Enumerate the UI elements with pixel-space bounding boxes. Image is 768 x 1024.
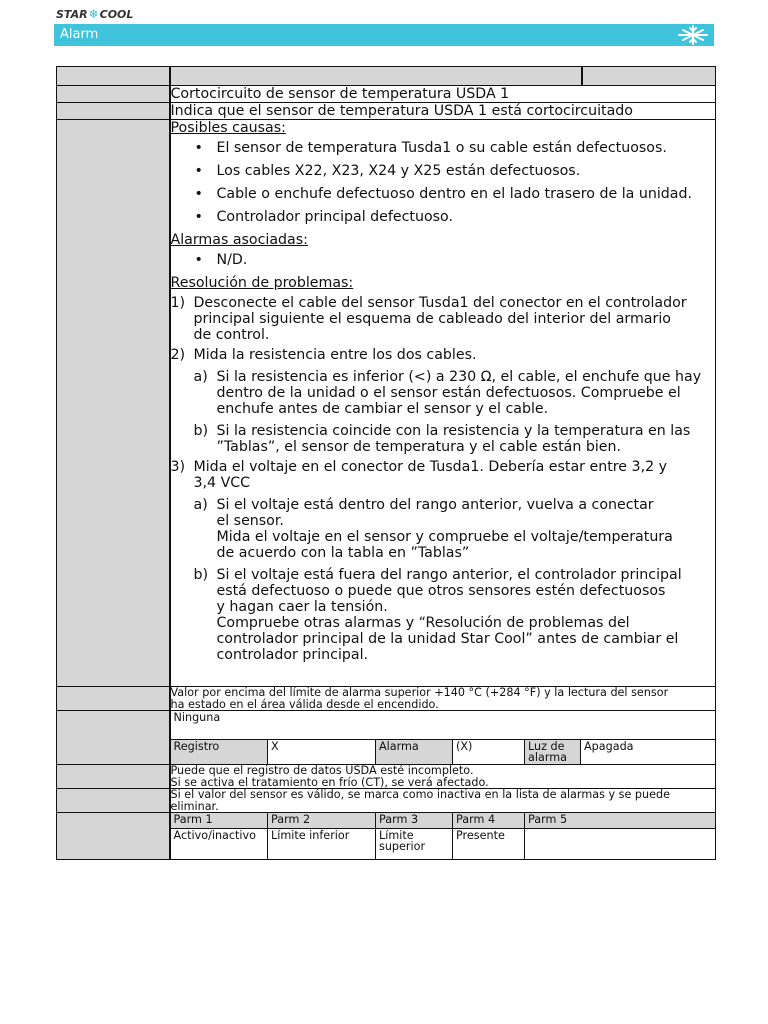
troubleshooting-heading: Resolución de problemas: <box>170 275 354 291</box>
parm-value: Límite superior <box>376 829 453 860</box>
alarma-value: (X) <box>453 740 525 765</box>
alarm-details <box>170 120 716 687</box>
substep-text-line: de acuerdo con la tabla en ”Tablas” <box>216 545 470 561</box>
substep-letter: a) <box>193 497 208 513</box>
logo-text-left: STAR <box>56 7 88 21</box>
deactivation-row <box>57 789 716 813</box>
parm-value: Límite inferior <box>268 829 376 860</box>
consequence-text: Puede que el registro de datos USDA esté incompleto. Si se activa el tratamiento en frío (CT), se verá afectado. <box>170 765 716 789</box>
substep-letter: b) <box>193 567 209 583</box>
step-text-line: 3,4 VCC <box>193 475 251 491</box>
substep-text-line: Mida el voltaje en el sensor y compruebe el voltaje/temperatura <box>216 529 673 545</box>
table-header-row <box>57 67 716 86</box>
parm-header: Parm 1 <box>171 813 268 829</box>
parm-value: Activo/inactivo <box>171 829 268 860</box>
parm-value: Presente <box>453 829 525 860</box>
alarm-description-row <box>57 103 716 120</box>
troubleshooting-step <box>171 459 716 663</box>
troubleshooting-substep <box>194 497 716 561</box>
related-heading: Alarmas asociadas: <box>170 232 308 248</box>
troubleshooting-substep <box>194 423 716 455</box>
alarm-name: Cortocircuito de sensor de temperatura USDA 1 <box>170 86 716 103</box>
troubleshooting-substep <box>194 369 716 417</box>
snowflake-icon <box>676 24 710 46</box>
alarma-label: Alarma <box>376 740 453 765</box>
activation-row <box>57 687 716 711</box>
luz-label: Luz de alarma <box>525 740 581 765</box>
substep-text-line: y hagan caer la tensión. <box>216 599 388 615</box>
alarm-table <box>56 66 716 860</box>
list-item: • Los cables X22, X23, X24 y X25 están defectuosos. <box>217 163 716 179</box>
list-item: • El sensor de temperatura Tusda1 o su cable están defectuosos. <box>217 140 716 156</box>
substep-text-line: está defectuoso o puede que otros sensores estén defectuosos <box>216 583 666 599</box>
label-cell <box>57 103 170 120</box>
label-cell <box>57 711 170 765</box>
step-text-line: principal siguiente el esquema de cableado del interior del armario <box>193 311 671 327</box>
registro-value: X <box>268 740 376 765</box>
snowflake-icon: ❄ <box>88 7 99 21</box>
step-number: 3) <box>170 459 186 475</box>
action-value: Ninguna <box>171 711 716 740</box>
step-text-line: Desconecte el cable del sensor Tusda1 del conector en el controlador <box>193 295 687 311</box>
substep-text-line: Si la resistencia es inferior (<) a 230 Ω, el cable, el enchufe que hay <box>216 369 702 385</box>
logo-text-right: COOL <box>99 7 134 21</box>
registro-label: Registro <box>171 740 268 765</box>
causes-list <box>171 140 716 225</box>
action-cell <box>170 711 716 765</box>
parm-header: Parm 2 <box>268 813 376 829</box>
label-cell <box>57 86 170 103</box>
header-banner <box>54 24 714 46</box>
substep-text-line: enchufe antes de cambiar el sensor y el cable. <box>216 401 549 417</box>
action-row <box>57 711 716 765</box>
substep-text-line: ”Tablas”, el sensor de temperatura y el cable están bien. <box>216 439 622 455</box>
troubleshooting-step <box>171 295 716 343</box>
label-cell <box>57 687 170 711</box>
deactivation-text: Si el valor del sensor es válido, se marca como inactiva en la lista de alarmas y se puede eliminar. <box>170 789 716 813</box>
brand-logo <box>56 6 133 22</box>
label-cell <box>57 765 170 789</box>
substep-text-line: Compruebe otras alarmas y “Resolución de problemas del <box>216 615 630 631</box>
substep-text-line: controlador principal de la unidad Star Cool” antes de cambiar el <box>216 631 679 647</box>
label-cell <box>57 120 170 687</box>
parm-value <box>525 829 716 860</box>
troubleshooting-step <box>171 347 716 455</box>
label-cell <box>57 789 170 813</box>
substep-text-line: dentro de la unidad o el sensor están defectuosos. Compruebe el <box>216 385 681 401</box>
activation-text: Valor por encima del límite de alarma superior +140 °C (+284 °F) y la lectura del sensor ha estado en el área válida desde el encendido. <box>170 687 716 711</box>
parameters-row <box>57 813 716 860</box>
list-item: • Controlador principal defectuoso. <box>217 209 716 225</box>
substep-text-line: controlador principal. <box>216 647 369 663</box>
alarm-description: Indica que el sensor de temperatura USDA 1 está cortocircuitado <box>170 103 716 120</box>
step-text-line: Mida la resistencia entre los dos cables. <box>193 347 477 363</box>
alarm-name-row <box>57 86 716 103</box>
alarm-details-row <box>57 120 716 687</box>
luz-value: Apagada <box>581 740 716 765</box>
causes-heading: Posibles causas: <box>170 120 286 136</box>
troubleshooting-substep <box>194 567 716 663</box>
label-cell <box>57 813 170 860</box>
step-text-line: Mida el voltaje en el conector de Tusda1. Debería estar entre 3,2 y <box>193 459 668 475</box>
substep-letter: b) <box>193 423 209 439</box>
list-item: • N/D. <box>217 252 716 268</box>
header-cell <box>170 67 716 86</box>
step-text-line: de control. <box>193 327 270 343</box>
parm-header: Parm 5 <box>525 813 716 829</box>
parm-header: Parm 3 <box>376 813 453 829</box>
related-list <box>171 252 716 268</box>
parm-header: Parm 4 <box>453 813 525 829</box>
label-cell <box>57 67 170 86</box>
step-number: 1) <box>170 295 186 311</box>
substep-text-line: Si la resistencia coincide con la resistencia y la temperatura en las <box>216 423 691 439</box>
list-item: • Cable o enchufe defectuoso dentro en el lado trasero de la unidad. <box>217 186 716 202</box>
page-title: Alarm <box>60 27 99 42</box>
parameters-cell <box>170 813 716 860</box>
substep-letter: a) <box>193 369 208 385</box>
consequence-row <box>57 765 716 789</box>
step-number: 2) <box>170 347 186 363</box>
troubleshooting-steps <box>171 295 716 663</box>
substep-text-line: Si el voltaje está fuera del rango anterior, el controlador principal <box>216 567 682 583</box>
substep-text-line: Si el voltaje está dentro del rango anterior, vuelva a conectar <box>216 497 654 513</box>
substep-text-line: el sensor. <box>216 513 284 529</box>
